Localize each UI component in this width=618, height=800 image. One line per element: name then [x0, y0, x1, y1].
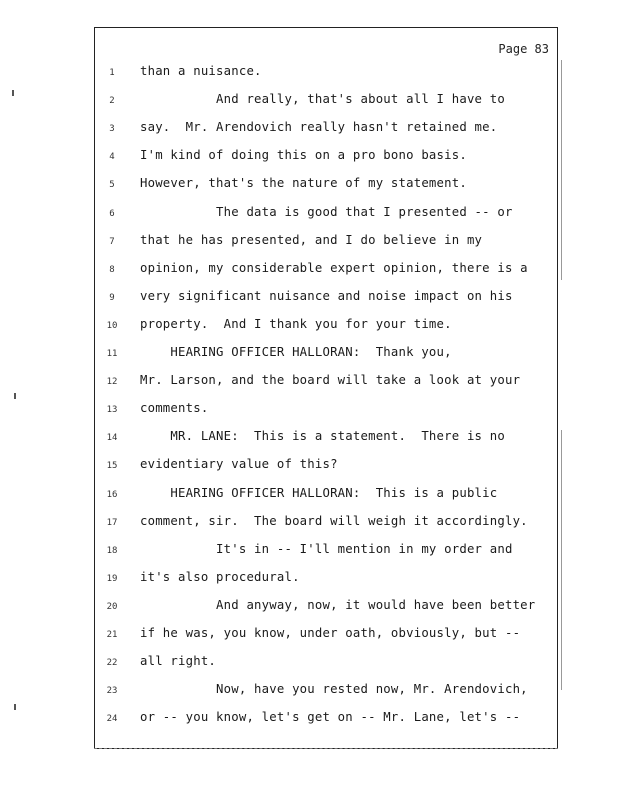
line-number: 2 — [109, 96, 115, 107]
line-number: 21 — [106, 630, 118, 640]
scan-speck — [561, 430, 562, 690]
line-number: 6 — [109, 208, 115, 219]
line-number: 12 — [106, 377, 118, 388]
line-number: 18 — [106, 545, 118, 556]
transcript-line — [95, 176, 559, 196]
line-number: 20 — [106, 601, 118, 612]
line-number: 15 — [106, 461, 118, 472]
transcript-line — [95, 92, 559, 112]
line-text: or -- you know, let's get on -- Mr. Lane, let's -- — [140, 710, 521, 725]
line-text: MR. LANE: This is a statement. There is no — [140, 429, 505, 444]
line-number: 23 — [106, 686, 118, 697]
line-text: very significant nuisance and noise impact on his — [140, 288, 513, 303]
line-text: Mr. Larson, and the board will take a look at your — [140, 373, 521, 388]
line-number: 9 — [109, 292, 115, 303]
line-number: 17 — [106, 517, 118, 528]
line-number: 4 — [109, 152, 115, 163]
line-number: 22 — [106, 658, 118, 669]
transcript-line — [95, 345, 559, 365]
line-text: comments. — [140, 401, 209, 416]
transcript-line — [95, 261, 559, 281]
transcript-line — [95, 317, 559, 337]
transcript-line — [95, 289, 559, 309]
bottom-rule — [94, 748, 558, 750]
line-number: 5 — [109, 180, 115, 191]
line-text: it's also procedural. — [140, 569, 300, 584]
transcript-line — [95, 626, 559, 646]
line-text: all right. — [140, 654, 217, 669]
line-text: HEARING OFFICER HALLORAN: Thank you, — [140, 345, 452, 359]
line-text: And anyway, now, it would have been better — [140, 597, 536, 612]
line-text: I'm kind of doing this on a pro bono basis. — [140, 148, 467, 163]
transcript-page — [94, 27, 558, 749]
line-number: 10 — [106, 320, 118, 331]
transcript-line — [95, 429, 559, 449]
transcript-line — [95, 598, 559, 618]
transcript-line — [95, 64, 559, 84]
transcript-line — [95, 205, 559, 225]
line-text: It's in -- I'll mention in my order and — [140, 541, 513, 556]
line-text: The data is good that I presented -- or — [140, 204, 513, 219]
line-text: property. And I thank you for your time. — [140, 316, 452, 331]
line-text: However, that's the nature of my statement. — [140, 176, 467, 191]
transcript-line — [95, 542, 559, 562]
line-number: 11 — [106, 349, 118, 359]
line-number: 8 — [109, 264, 115, 275]
scan-mark — [14, 393, 16, 399]
scan-mark — [12, 90, 14, 96]
transcript-line — [95, 682, 559, 702]
line-number: 1 — [109, 68, 115, 78]
line-text: that he has presented, and I do believe in my — [140, 232, 483, 247]
line-text: evidentiary value of this? — [140, 457, 338, 472]
line-text: if he was, you know, under oath, obviously, but -- — [140, 626, 521, 640]
transcript-line — [95, 401, 559, 421]
line-number: 14 — [106, 433, 118, 444]
transcript-line — [95, 486, 559, 506]
transcript-line — [95, 148, 559, 168]
line-text: say. Mr. Arendovich really hasn't retained me. — [140, 120, 498, 135]
line-number: 16 — [106, 489, 118, 500]
page-number: Page 83 — [498, 42, 549, 56]
transcript-line — [95, 233, 559, 253]
line-text: comment, sir. The board will weigh it accordingly. — [140, 513, 528, 528]
line-text: HEARING OFFICER HALLORAN: This is a public — [140, 485, 498, 500]
line-number: 3 — [109, 124, 115, 135]
line-number: 24 — [106, 714, 118, 725]
transcript-line — [95, 457, 559, 477]
line-text: opinion, my considerable expert opinion, there is a — [140, 260, 528, 275]
transcript-line — [95, 570, 559, 590]
transcript-line — [95, 710, 559, 730]
line-number: 7 — [109, 236, 115, 247]
transcript-line — [95, 120, 559, 140]
scan-speck — [561, 60, 562, 280]
line-number: 13 — [106, 405, 118, 416]
line-text: And really, that's about all I have to — [140, 92, 505, 107]
line-text: Now, have you rested now, Mr. Arendovich, — [140, 682, 528, 697]
transcript-line — [95, 514, 559, 534]
transcript-line — [95, 373, 559, 393]
line-text: than a nuisance. — [140, 64, 262, 78]
line-number: 19 — [106, 573, 118, 584]
scan-mark — [14, 704, 16, 710]
transcript-line — [95, 654, 559, 674]
